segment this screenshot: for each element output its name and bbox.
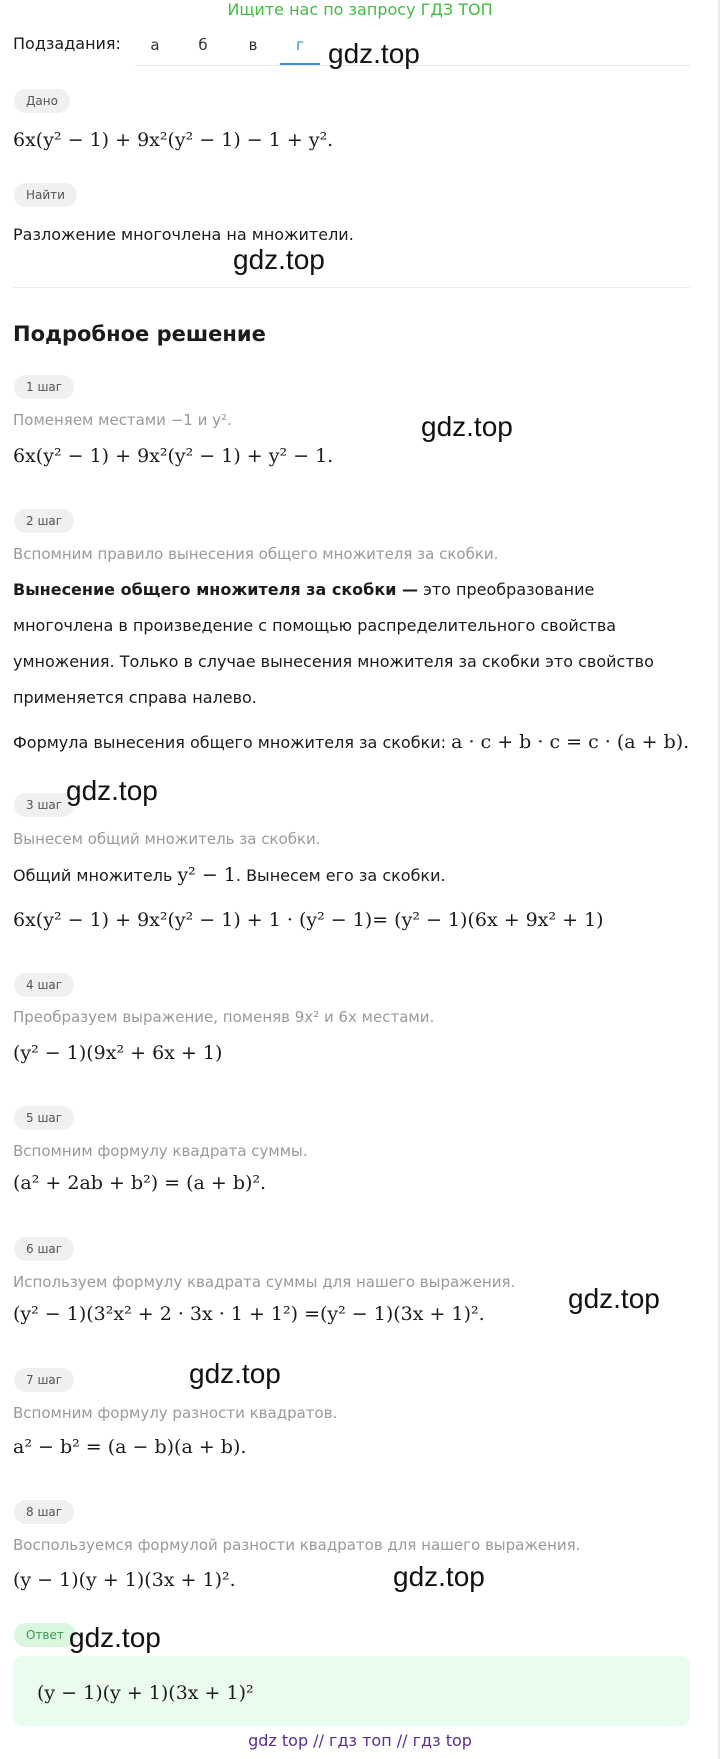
rule-definition: это преобразование многочлена в произведение с помощью распределительного свойства умножения. Только в случае вынесения множителя за скобки это свойство применяется справа налево. [13,580,654,707]
step-pill: 4 шаг [14,973,74,997]
watermark: gdz.top [66,775,158,806]
common-factor-line [13,864,446,886]
step-pill: 6 шаг [14,1237,74,1261]
solution-title: Подробное решение [13,322,266,346]
common-factor-suffix: . Вынесем его за скобки. [235,866,446,885]
formula-line [13,731,689,753]
watermark: gdz.top [421,411,513,442]
step-note: Вспомним формулу квадрата суммы. [13,1142,308,1160]
step-pill: 8 шаг [14,1500,74,1524]
step-pill: 7 шаг [14,1368,74,1392]
search-banner: Ищите нас по запросу ГДЗ ТОП [227,0,493,19]
given-expression: 6x(y² − 1) + 9x²(y² − 1) − 1 + y². [13,129,334,151]
rule-paragraph [13,572,693,716]
footer-links[interactable]: gdz top // гдз топ // гдз top [248,1731,472,1750]
step-note: Поменяем местами −1 и y². [13,411,232,429]
formula-label: Формула вынесения общего множителя за скобки: [13,733,452,752]
find-text: Разложение многочлена на множители. [13,225,354,244]
step-pill: 2 шаг [14,509,74,533]
given-pill: Дано [14,89,70,113]
answer-pill: Ответ [14,1623,76,1647]
step-pill: 1 шаг [14,375,74,399]
answer-expression: (y − 1)(y + 1)(3x + 1)² [37,1682,254,1704]
common-factor: y² − 1 [177,864,236,886]
step-note: Воспользуемся формулой разности квадратов для нашего выражения. [13,1536,581,1554]
step-note: Вспомним формулу разности квадратов. [13,1404,338,1422]
step-expression: 6x(y² − 1) + 9x²(y² − 1) + y² − 1. [13,445,334,467]
step-pill: 5 шаг [14,1106,74,1130]
step-expression: (y − 1)(y + 1)(3x + 1)². [13,1569,236,1591]
watermark: gdz.top [69,1622,161,1653]
step-expression: 6x(y² − 1) + 9x²(y² − 1) + 1 · (y² − 1)= (y² − 1)(6x + 9x² + 1) [13,909,604,931]
tab-b[interactable]: б [198,36,208,54]
tab-a[interactable]: а [150,36,160,54]
common-factor-label: Общий множитель [13,866,178,885]
find-pill: Найти [14,183,77,207]
step-expression: (y² − 1)(3²x² + 2 · 3x · 1 + 1²) =(y² − 1)(3x + 1)². [13,1303,485,1325]
step-note: Используем формулу квадрата суммы для нашего выражения. [13,1273,516,1291]
tab-v[interactable]: в [248,36,258,54]
step-pill: 3 шаг [14,793,74,817]
watermark: gdz.top [568,1283,660,1314]
subtasks-label: Подзадания: [13,34,121,53]
step-expression: (a² + 2ab + b²) = (a + b)². [13,1172,267,1194]
step-expression: a² − b² = (a − b)(a + b). [13,1436,247,1458]
step-note: Преобразуем выражение, поменяв 9x² и 6x местами. [13,1008,435,1026]
watermark: gdz.top [189,1358,281,1389]
watermark: gdz.top [233,244,325,275]
step-expression: (y² − 1)(9x² + 6x + 1) [13,1042,223,1064]
watermark: gdz.top [328,38,420,69]
active-tab-indicator [280,63,320,65]
step-note: Вспомним правило вынесения общего множителя за скобки. [13,545,499,563]
rule-term: Вынесение общего множителя за скобки — [13,580,418,599]
step-note: Вынесем общий множитель за скобки. [13,830,321,848]
watermark: gdz.top [393,1561,485,1592]
tab-g[interactable]: г [296,36,304,54]
formula-expression: a · c + b · c = c · (a + b). [451,731,690,753]
section-divider [13,287,690,288]
